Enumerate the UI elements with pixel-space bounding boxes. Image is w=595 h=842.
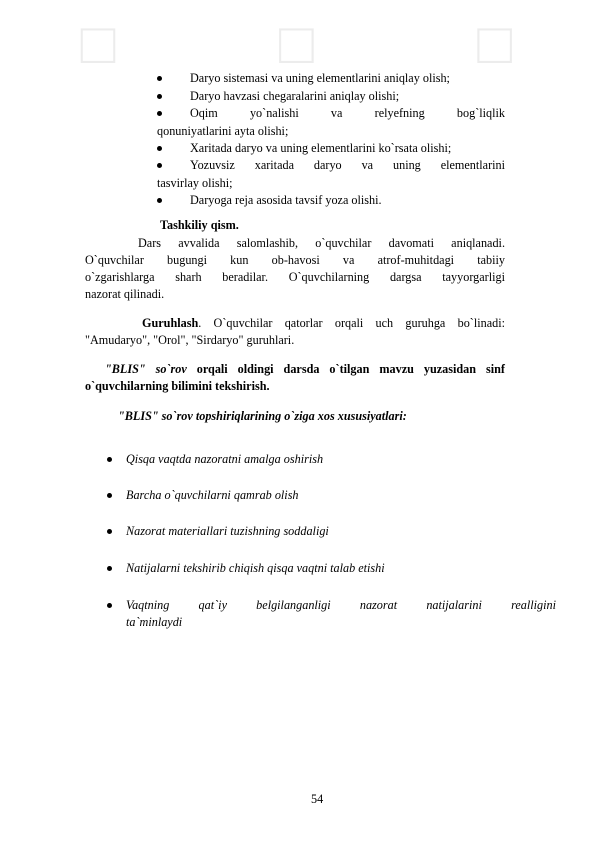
bullet-icon: [107, 603, 112, 608]
list-item: Oqim yo`nalishi va relyefning bog`liqlik: [190, 106, 505, 120]
list-item-continued: tasvirlay olishi;: [157, 176, 233, 190]
blis-text: orqali oldingi darsda o`tilgan mavzu yuzasidan sinf: [186, 362, 505, 376]
blis-label: "BLIS" so`rov: [105, 362, 187, 376]
list-item: Nazorat materiallari tuzishning soddaligi: [126, 524, 329, 538]
list-item: Qisqa vaqtda nazoratni amalga oshirish: [126, 452, 324, 466]
paragraph-line: [105, 362, 505, 376]
list-item: Daryo sistemasi va uning elementlarini aniqlay olish;: [190, 71, 450, 85]
watermark-row: [0, 10, 595, 77]
list-item: Natijalarni tekshirib chiqish qisqa vaqtni talab etishi: [126, 561, 385, 575]
bullet-icon: [157, 94, 162, 99]
bullet-icon: [107, 529, 112, 534]
list-item-continued: qonuniyatlarini ayta olishi;: [157, 124, 289, 138]
bullet-icon: [157, 163, 162, 168]
section-heading: Tashkiliy qism.: [160, 218, 239, 232]
watermark-mark: □: [278, 11, 317, 76]
bullet-icon: [157, 111, 162, 116]
grouping-label: Guruhlash: [142, 316, 199, 330]
page-number: 54: [311, 792, 324, 806]
bullet-icon: [107, 457, 112, 462]
bullet-icon: [157, 76, 162, 81]
list-item: Daryoga reja asosida tavsif yoza olishi.: [190, 193, 382, 207]
paragraph-line: "Amudaryo", "Orol", "Sirdaryo" guruhlari.: [85, 333, 295, 347]
list-item: Yozuvsiz xaritada daryo va uning elementlarini: [190, 158, 505, 172]
bullet-icon: [157, 198, 162, 203]
bullet-icon: [107, 493, 112, 498]
paragraph-line: O`quvchilar bugungi kun ob-havosi va atrof-muhitdagi tabiiy: [85, 253, 505, 267]
list-item: Xaritada daryo va uning elementlarini ko`rsata olishi;: [190, 141, 452, 155]
paragraph-line: o`zgarishlarga sharh beradilar. O`quvchilarning dargsa tayyorgarligi: [85, 270, 505, 284]
list-item: Daryo havzasi chegaralarini aniqlay olishi;: [190, 89, 400, 103]
list-item: Barcha o`quvchilarni qamrab olish: [126, 488, 299, 502]
paragraph-line: Dars avvalida salomlashib, o`quvchilar davomati aniqlanadi.: [138, 236, 505, 250]
paragraph-line: o`quvchilarning bilimini tekshirish.: [85, 379, 270, 393]
watermark-mark: □: [80, 11, 118, 76]
paragraph-line: nazorat qilinadi.: [85, 287, 165, 301]
grouping-text: . O`quvchilar qatorlar orqali uch guruhga bo`linadi:: [198, 316, 505, 330]
list-item: Vaqtning qat`iy belgilanganligi nazorat natijalarini realligini: [126, 598, 556, 612]
subheading: "BLIS" so`rov topshiriqlarining o`ziga xos xususiyatlari:: [118, 409, 407, 423]
paragraph-line: [142, 316, 505, 330]
bullet-icon: [157, 146, 162, 151]
bullet-icon: [107, 566, 112, 571]
list-item-continued: ta`minlaydi: [126, 615, 183, 629]
watermark-mark: □: [477, 11, 515, 76]
